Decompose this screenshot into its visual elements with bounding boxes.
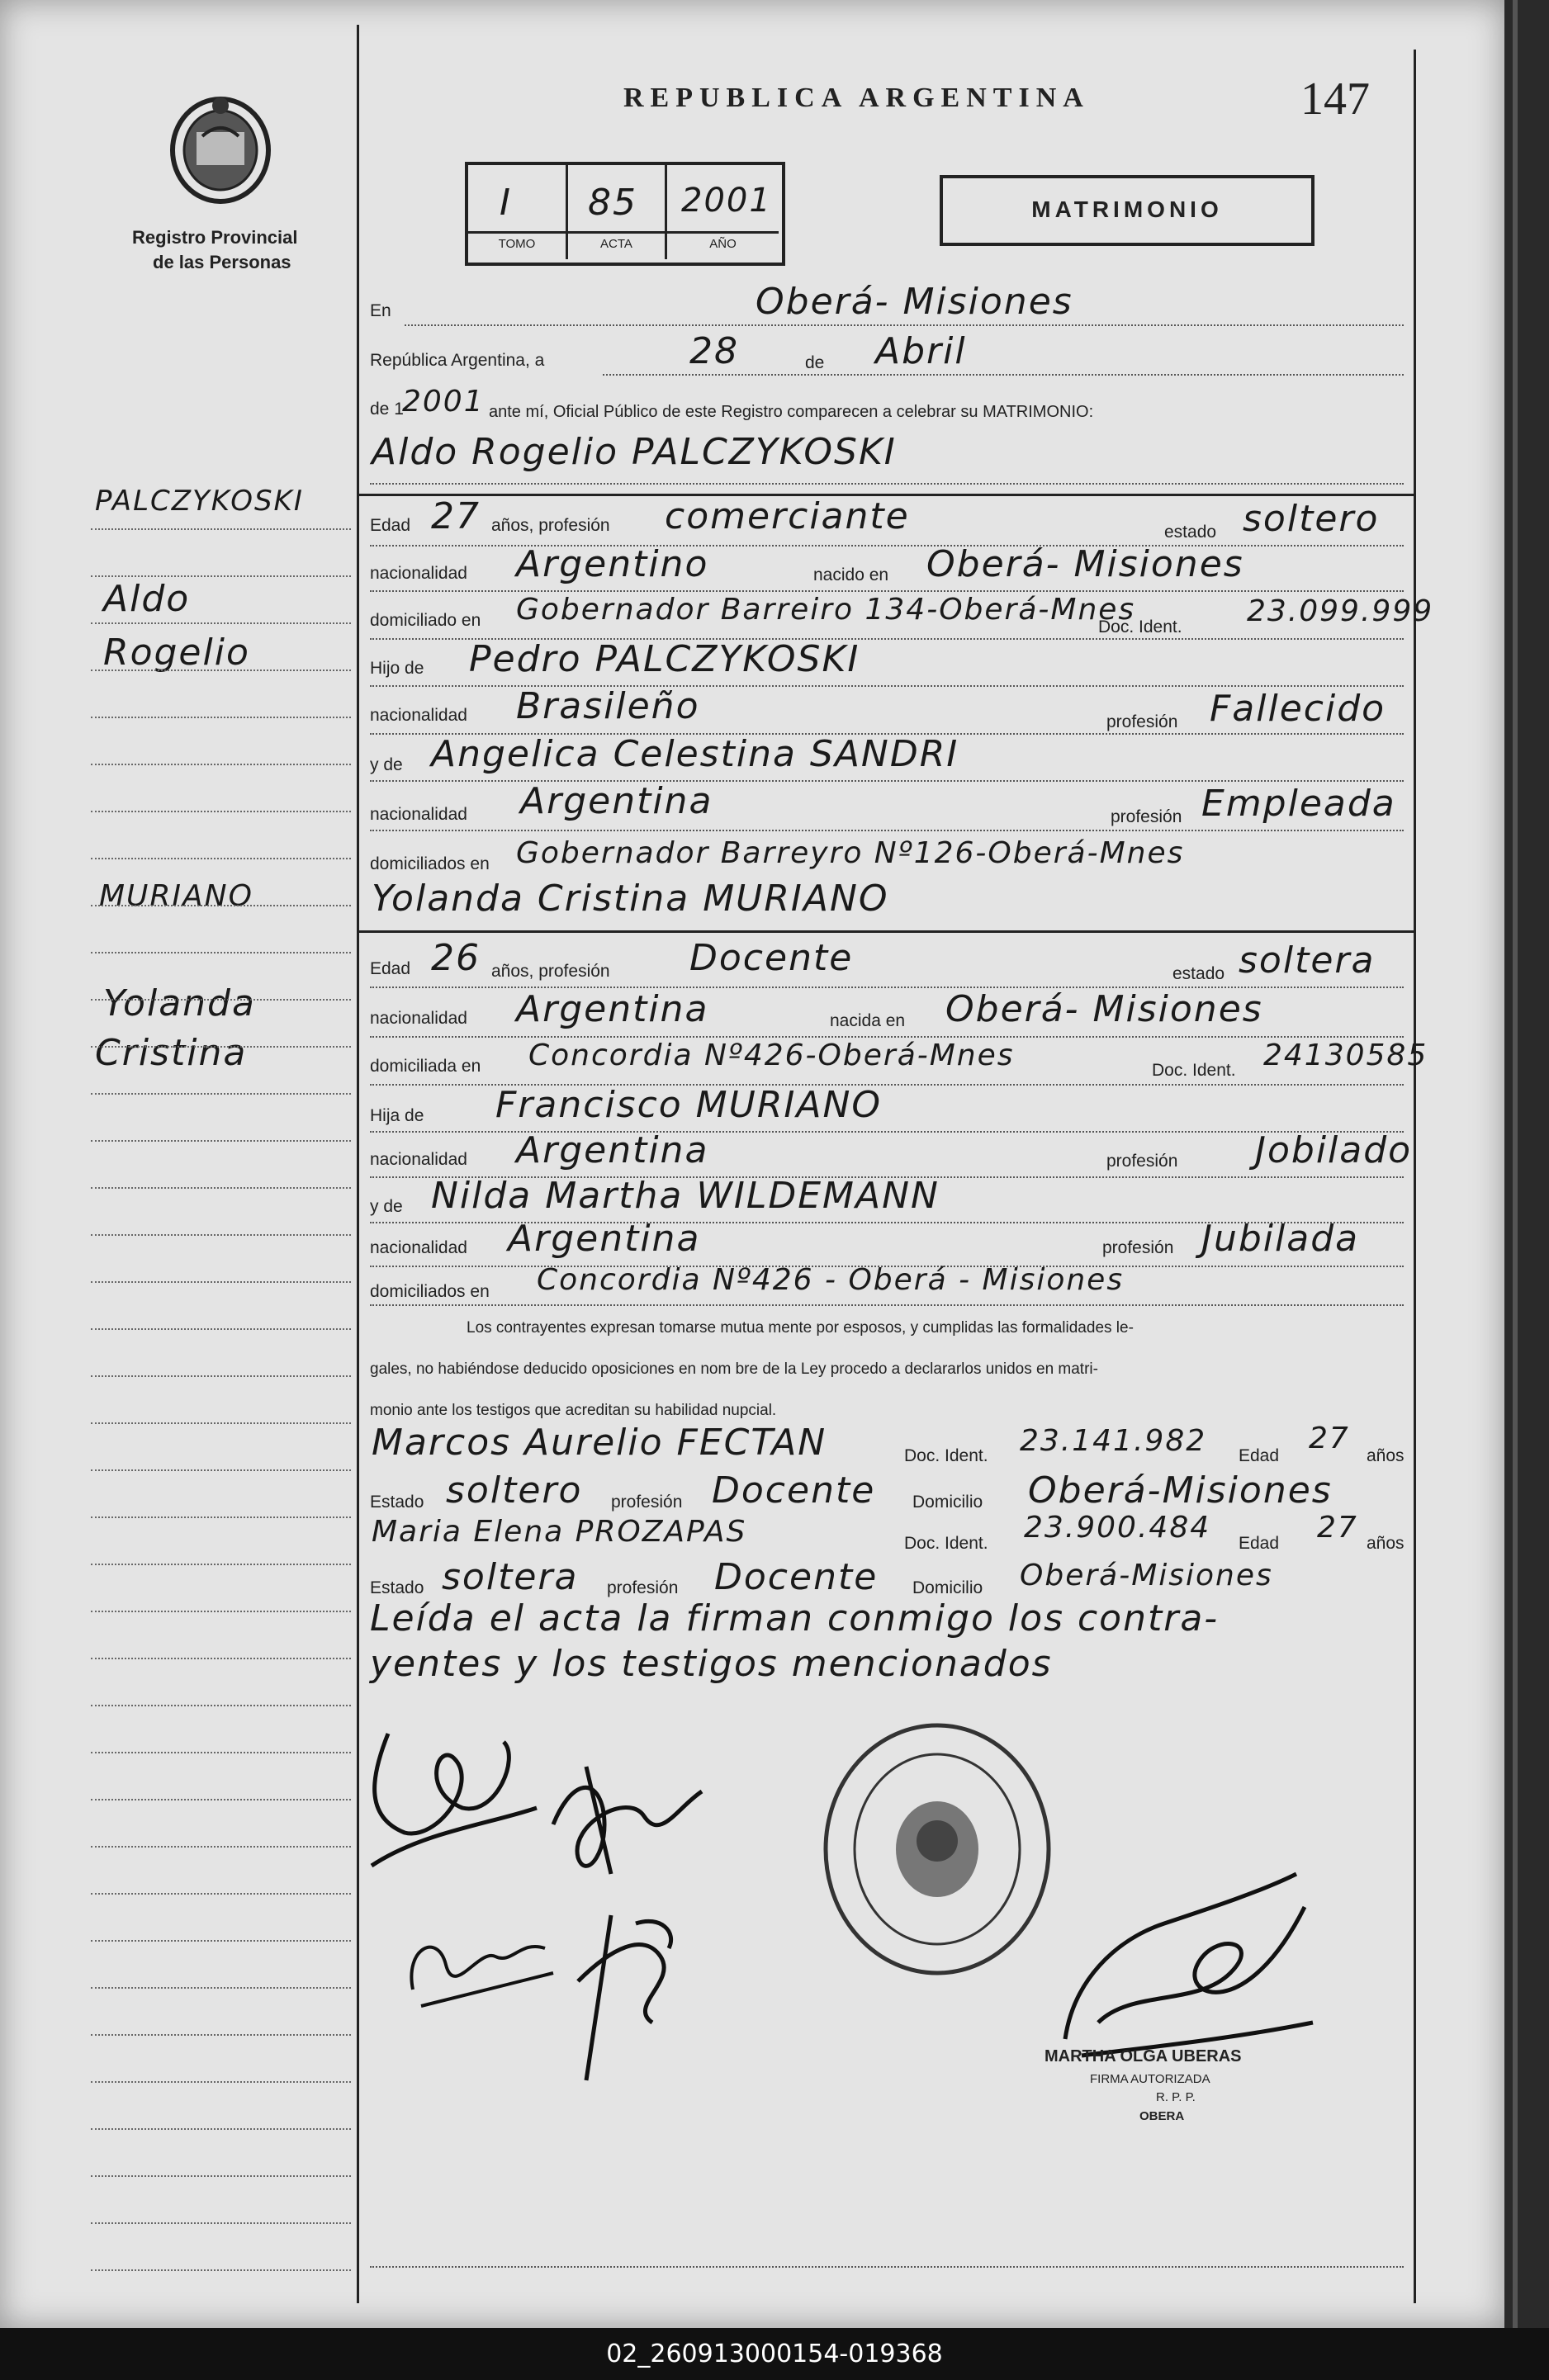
bride-age: 26 bbox=[431, 937, 481, 979]
act-type: MATRIMONIO bbox=[1031, 196, 1223, 222]
margin-ruled-line bbox=[91, 905, 351, 906]
bride-birthplace: Oberá- Misiones bbox=[945, 988, 1263, 1030]
margin-ruled-line bbox=[91, 1187, 351, 1189]
footer-id: 02_260913000154-019368 bbox=[606, 2340, 943, 2368]
bride-status: soltera bbox=[1239, 939, 1376, 982]
intro-statement: ante mí, Oficial Público de este Registro comparecen a celebrar su MATRIMONIO: bbox=[489, 403, 1094, 421]
margin-groom-name2: Rogelio bbox=[103, 632, 250, 674]
margin-ruled-line bbox=[91, 1281, 351, 1283]
bride-signature-icon bbox=[537, 1758, 718, 1890]
document-page: Registro Provincial de las Personas REPUBLICA ARGENTINA 147 I 85 2001 TOMO ACTA AÑO MATRIMONIO En Oberá- Misiones República Argentina, a 28 de Abril de 1 2001 ante mí, Oficial Público de este Registro comparecen a celebrar su MATRIMONIO: Aldo Rogelio PALCZYKOSKI Edad 27 años, profesión comerciante estado soltero nacionalidad Argentino nacido en Oberá- Misiones domiciliado en Gobernador Barreiro 134-Oberá-Mnes Doc. Ident. 23.099.999 Hijo de Pedro PALCZYKOSKI nacionalidad Brasileño profesión Fallecido y de Angelica Celestina SANDRI nacionalidad Argentina profesión Empleada domiciliados en Gobernador Barreyro Nº126-Oberá-Mnes Yolanda Cristina MURIANO Edad 26 años, profesión Docente estado soltera nacionalidad Argentina nacida en Oberá- Misiones domiciliada en Concordia Nº426-Oberá-Mnes Doc. Ident. 24130585 Hija de Francisco MURIANO nacionalidad Argentina profesión Jobilado y de Nilda Martha WILDEMANN nacionalidad Argentina profesión Jubilada domiciliados en Concordia Nº426 - Oberá - Misiones Los contrayentes expresan tomarse mutua mente por esposos, y cumplidas las formalidades le- gales, no habiéndose deducido oposiciones en nom bre de la Ley procedo a declararlos unidos en matri- monio ante los testigos que acreditan su habilidad nupcial. Marcos Aurelio FECTAN Doc. Ident. 23.141.982 Edad 27 años Estado soltero profesión Docente Domicilio Oberá-Misiones Maria Elena PROZAPAS Doc. Ident. 23.900.484 Edad 27 años Estado soltera profesión Docente Domicilio Oberá-Misiones Leída el acta la firman conmigo los contra- yentes y los testigos mencionados MARTHA OLGA UBERAS FIRMA AUTORIZADA R. P. P. OBERA PALCZYKOSKI Aldo Rogelio MURIANO Yolanda Cristina bbox=[0, 0, 1504, 2328]
ano-value: 2001 bbox=[681, 182, 772, 220]
groom-mother: Angelica Celestina SANDRI bbox=[431, 733, 959, 775]
margin-divider bbox=[357, 25, 359, 2303]
margin-ruled-line bbox=[91, 1375, 351, 1377]
declaration-line2: gales, no habiéndose deducido oposiciones en nom bre de la Ley procedo a declararlos unidos en matri- bbox=[370, 1360, 1098, 1378]
witness1-status: soltero bbox=[446, 1469, 583, 1512]
witness2-profession: Docente bbox=[714, 1556, 879, 1598]
margin-ruled-line bbox=[91, 528, 351, 530]
groom-father-profession: Fallecido bbox=[1210, 688, 1386, 730]
groom-father-nationality: Brasileño bbox=[516, 685, 700, 727]
official-office: R. P. P. bbox=[1156, 2090, 1196, 2104]
closing-line2: yentes y los testigos mencionados bbox=[370, 1643, 1053, 1685]
margin-ruled-line bbox=[91, 2081, 351, 2083]
official-title: FIRMA AUTORIZADA bbox=[1090, 2072, 1210, 2086]
margin-ruled-line bbox=[91, 1799, 351, 1800]
witness2-age: 27 bbox=[1317, 1511, 1358, 1545]
margin-ruled-line bbox=[91, 1093, 351, 1095]
bride-mother-nationality: Argentina bbox=[508, 1218, 701, 1260]
margin-ruled-line bbox=[91, 670, 351, 671]
margin-ruled-line bbox=[91, 2175, 351, 2177]
margin-bride-surname: MURIANO bbox=[99, 879, 253, 913]
margin-ruled-line bbox=[91, 1469, 351, 1471]
witness2-address: Oberá-Misiones bbox=[1020, 1559, 1273, 1592]
right-border bbox=[1414, 50, 1416, 2303]
bride-father-nationality: Argentina bbox=[516, 1129, 709, 1171]
margin-ruled-line bbox=[91, 1516, 351, 1518]
groom-profession: comerciante bbox=[665, 495, 910, 537]
bride-mother: Nilda Martha WILDEMANN bbox=[431, 1175, 940, 1217]
margin-ruled-line bbox=[91, 1611, 351, 1612]
margin-ruled-line bbox=[91, 1752, 351, 1753]
groom-doc: 23.099.999 bbox=[1247, 594, 1434, 628]
closing-line1: Leída el acta la firman conmigo los contra- bbox=[370, 1597, 1220, 1640]
margin-ruled-line bbox=[91, 1046, 351, 1048]
margin-groom-surname: PALCZYKOSKI bbox=[95, 485, 304, 518]
declaration-line3: monio ante los testigos que acreditan su habilidad nupcial. bbox=[370, 1402, 777, 1419]
bride-father-profession: Jobilado bbox=[1255, 1129, 1413, 1171]
witness1-signature-icon bbox=[396, 1915, 561, 2023]
tomo-value: I bbox=[500, 182, 512, 224]
bride-parents-address: Concordia Nº426 - Oberá - Misiones bbox=[537, 1263, 1125, 1297]
bride-father: Francisco MURIANO bbox=[495, 1084, 883, 1126]
marriage-day: 28 bbox=[689, 330, 739, 372]
footer-bar bbox=[0, 2328, 1549, 2380]
margin-ruled-line bbox=[91, 1328, 351, 1330]
marriage-place: Oberá- Misiones bbox=[756, 281, 1073, 323]
groom-birthplace: Oberá- Misiones bbox=[926, 543, 1244, 585]
groom-parents-address: Gobernador Barreyro Nº126-Oberá-Mnes bbox=[516, 836, 1185, 870]
ano-label: AÑO bbox=[709, 237, 737, 251]
registry-name-line1: Registro Provincial bbox=[132, 227, 298, 248]
registry-name-line2: de las Personas bbox=[153, 252, 291, 272]
groom-mother-profession: Empleada bbox=[1201, 783, 1396, 825]
margin-ruled-line bbox=[91, 1940, 351, 1942]
witness1-name: Marcos Aurelio FECTAN bbox=[372, 1422, 827, 1464]
country-title: REPUBLICA ARGENTINA bbox=[623, 83, 1090, 113]
marriage-month: Abril bbox=[875, 330, 967, 372]
acta-label: ACTA bbox=[600, 237, 632, 251]
witness1-address: Oberá-Misiones bbox=[1028, 1469, 1333, 1512]
page-number: 147 bbox=[1300, 73, 1370, 125]
margin-ruled-line bbox=[91, 575, 351, 577]
tomo-label: TOMO bbox=[498, 237, 536, 251]
witness2-doc: 23.900.484 bbox=[1024, 1511, 1211, 1545]
margin-ruled-line bbox=[91, 1893, 351, 1895]
margin-ruled-line bbox=[91, 2128, 351, 2130]
groom-address: Gobernador Barreiro 134-Oberá-Mnes bbox=[516, 593, 1136, 627]
groom-signature-icon bbox=[355, 1709, 545, 1874]
groom-father: Pedro PALCZYKOSKI bbox=[469, 638, 860, 680]
bride-mother-profession: Jubilada bbox=[1201, 1218, 1360, 1260]
margin-ruled-line bbox=[91, 1234, 351, 1236]
bride-profession: Docente bbox=[689, 937, 854, 979]
bride-address: Concordia Nº426-Oberá-Mnes bbox=[528, 1039, 1015, 1072]
margin-bride-name1: Yolanda bbox=[103, 982, 256, 1024]
marriage-year: 2001 bbox=[402, 385, 485, 419]
witness1-profession: Docente bbox=[712, 1469, 876, 1512]
margin-ruled-line bbox=[91, 1140, 351, 1142]
acta-value: 85 bbox=[588, 182, 637, 224]
margin-ruled-line bbox=[91, 1987, 351, 1989]
witness1-age: 27 bbox=[1309, 1422, 1350, 1455]
official-city: OBERA bbox=[1139, 2109, 1185, 2123]
margin-bride-name2: Cristina bbox=[95, 1032, 248, 1074]
margin-ruled-line bbox=[91, 811, 351, 812]
margin-ruled-line bbox=[91, 1658, 351, 1659]
margin-ruled-line bbox=[91, 1705, 351, 1706]
bride-nationality: Argentina bbox=[516, 988, 709, 1030]
margin-ruled-line bbox=[91, 952, 351, 953]
margin-ruled-line bbox=[91, 1846, 351, 1848]
groom-nationality: Argentino bbox=[516, 543, 709, 585]
margin-ruled-line bbox=[91, 2269, 351, 2271]
witness1-doc: 23.141.982 bbox=[1020, 1424, 1207, 1458]
declaration-line1: Los contrayentes expresan tomarse mutua mente por esposos, y cumplidas las formalidades le- bbox=[467, 1319, 1134, 1337]
margin-ruled-line bbox=[91, 2222, 351, 2224]
official-name: MARTHA OLGA UBERAS bbox=[1045, 2047, 1242, 2065]
groom-status: soltero bbox=[1243, 498, 1380, 540]
bride-full-name: Yolanda Cristina MURIANO bbox=[372, 878, 889, 920]
groom-mother-nationality: Argentina bbox=[520, 780, 713, 822]
witness2-name: Maria Elena PROZAPAS bbox=[372, 1515, 747, 1549]
margin-ruled-line bbox=[91, 1422, 351, 1424]
registry-seal-icon bbox=[813, 1717, 1061, 1981]
groom-age: 27 bbox=[431, 495, 481, 537]
witness2-signature-icon bbox=[545, 1899, 694, 2089]
book-binding bbox=[1504, 0, 1549, 2328]
margin-ruled-line bbox=[91, 1564, 351, 1565]
margin-ruled-line bbox=[91, 999, 351, 1001]
margin-ruled-line bbox=[91, 858, 351, 859]
official-signature-icon bbox=[1049, 1857, 1329, 2072]
margin-ruled-line bbox=[91, 2034, 351, 2036]
bride-doc: 24130585 bbox=[1263, 1039, 1428, 1072]
province-emblem-icon bbox=[165, 91, 277, 206]
groom-full-name: Aldo Rogelio PALCZYKOSKI bbox=[372, 431, 897, 473]
margin-ruled-line bbox=[91, 764, 351, 765]
margin-ruled-line bbox=[91, 717, 351, 718]
witness2-status: soltera bbox=[442, 1556, 579, 1598]
margin-ruled-line bbox=[91, 622, 351, 624]
margin-groom-name1: Aldo bbox=[103, 578, 191, 620]
